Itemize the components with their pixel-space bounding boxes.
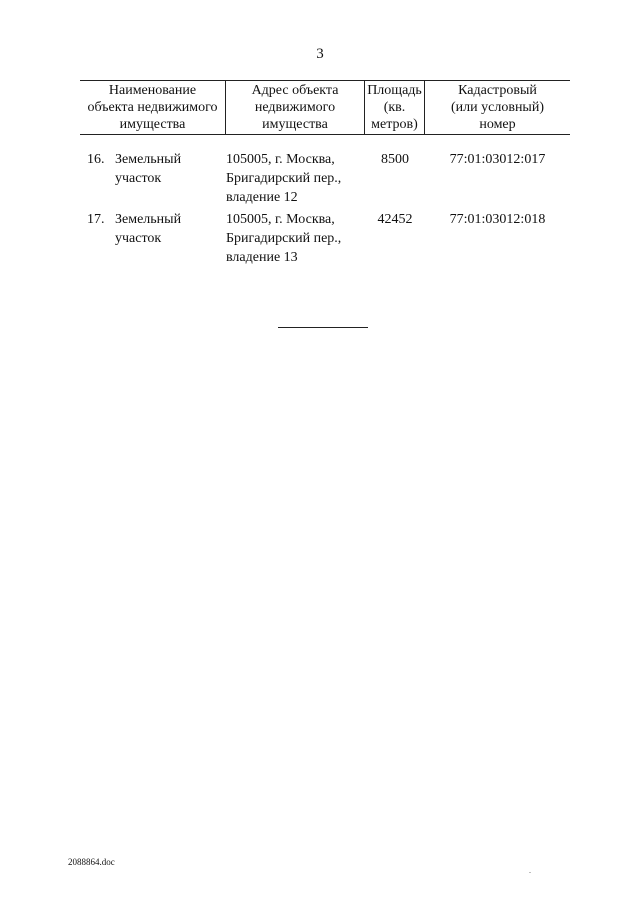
name-line: Земельный [115,152,182,167]
header-line: имущества [119,117,186,132]
address-line: владение 12 [226,190,298,205]
header-line: недвижимого [254,100,336,115]
cadastral-number: 77:01:03012:018 [449,212,546,227]
page-number: 3 [316,46,324,62]
header-cadastral-number [425,81,570,134]
header-property-name [80,81,226,134]
header-line: номер [479,117,516,132]
header-area [365,81,425,134]
name-line: участок [115,171,162,186]
header-line: Адрес объекта [251,83,339,98]
row-number: 16. [87,152,105,167]
property-area: 8500 [381,152,409,167]
header-line: имущества [262,117,328,132]
header-property-address [226,81,365,134]
property-address [226,210,365,267]
property-address [226,150,365,207]
property-area: 42452 [377,212,413,227]
header-line: (кв. [383,100,406,115]
header-line: метров) [371,117,418,132]
property-name [115,210,225,248]
footer-filename: 2088864.doc [68,857,115,867]
footer-mark: . [529,866,531,875]
header-line: (или условный) [451,100,544,115]
table-header [80,80,570,135]
address-line: Бригадирский пер., [226,171,342,186]
address-line: 105005, г. Москва, [226,152,335,167]
header-line: объекта недвижимого [87,100,218,115]
header-line: Наименование [108,83,197,98]
header-line: Площадь [367,83,422,98]
address-line: 105005, г. Москва, [226,212,335,227]
cadastral-number: 77:01:03012:017 [449,152,546,167]
address-line: владение 13 [226,250,298,265]
name-line: участок [115,231,162,246]
end-of-document-line [278,327,368,328]
name-line: Земельный [115,212,182,227]
property-name [115,150,225,188]
address-line: Бригадирский пер., [226,231,342,246]
header-line: Кадастровый [458,83,537,98]
row-number: 17. [87,212,105,227]
